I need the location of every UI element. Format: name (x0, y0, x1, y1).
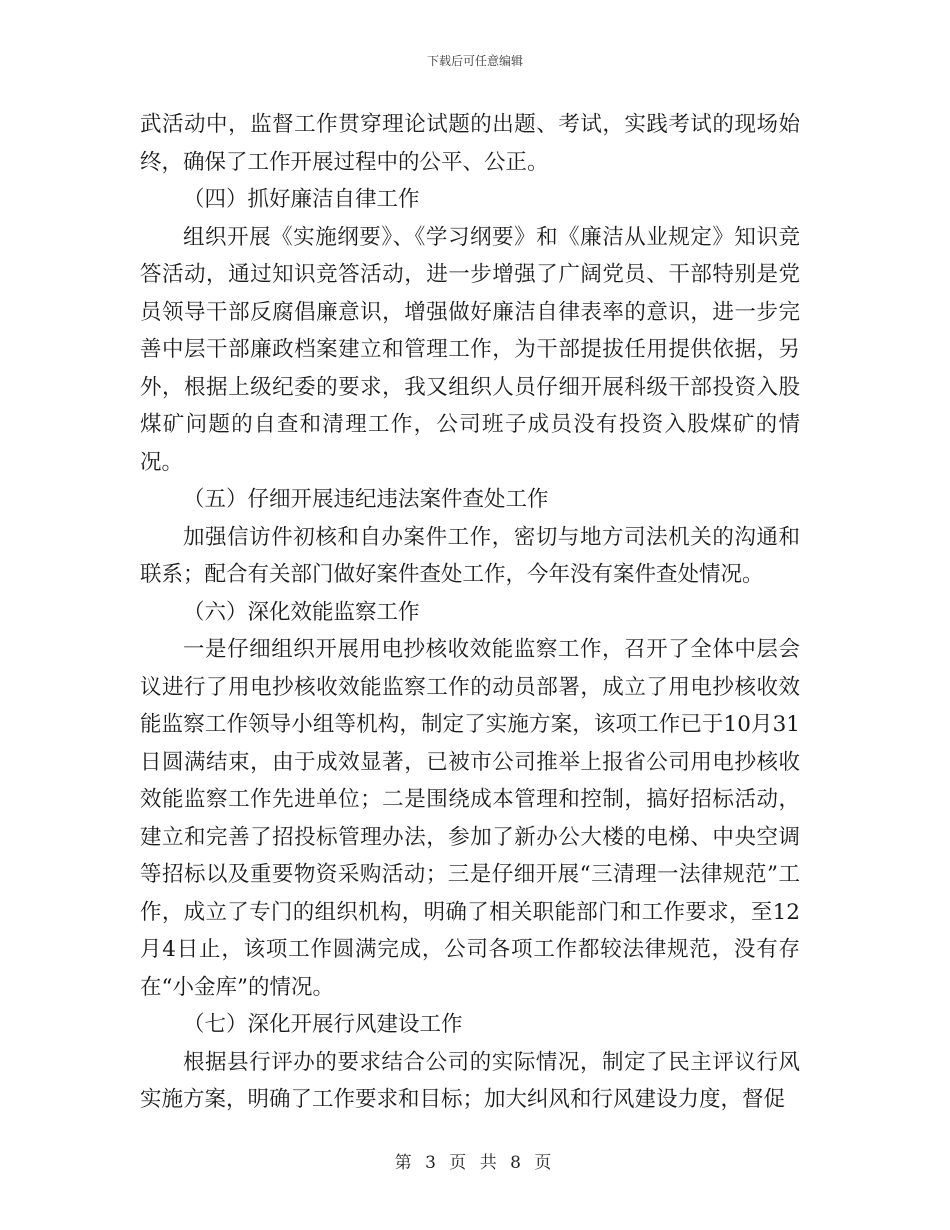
section-heading-4: （四）抓好廉洁自律工作 (183, 187, 420, 212)
paragraph-section-5: 加强信访件初核和自办案件工作，密切与地方司法机关的沟通和联系；配合有关部门做好案件查处工作，今年没有案件查处情况。 (140, 524, 800, 587)
page-header-note: 下载后可任意编辑 (426, 54, 523, 68)
paragraph-section-4: 组织开展《实施纲要》、《学习纲要》和《廉洁从业规定》知识竞答活动，通过知识竞答活动，进一步增强了广阔党员、干部特别是党员领导干部反腐倡廉意识，增强做好廉洁自律表率的意识，进一步完善中层干部廉政档案建立和管理工作，为干部提拔任用提供依据，另外，根据上级纪委的要求，我又组织人员仔细开展科级干部投资入股煤矿问题的自查和清理工作，公司班子成员没有投资入股煤矿的情况。 (140, 224, 800, 475)
section-heading-7: （七）深化开展行风建设工作 (183, 1012, 463, 1037)
document-body (140, 106, 800, 1119)
section-heading-5: （五）仔细开展违纪违法案件查处工作 (183, 487, 549, 512)
page-number-footer: 第 3 页 共 8 页 (394, 1153, 556, 1173)
paragraph-section-7: 根据县行评办的要求结合公司的实际情况，制定了民主评议行风实施方案，明确了工作要求和目标；加大纠风和行风建设力度，督促 (140, 1049, 800, 1112)
section-heading-6: （六）深化效能监察工作 (183, 599, 420, 625)
paragraph-continued: 武活动中，监督工作贯穿理论试题的出题、考试，实践考试的现场始终，确保了工作开展过程中的公平、公正。 (140, 112, 800, 175)
paragraph-section-6: 一是仔细组织开展用电抄核收效能监察工作，召开了全体中层会议进行了用电抄核收效能监察工作的动员部署，成立了用电抄核收效能监察工作领导小组等机构，制定了实施方案，该项工作已于10月31日圆满结束，由于成效显著，已被市公司推举上报省公司用电抄核收效能监察工作先进单位；二是围绕成本管理和控制，搞好招标活动，建立和完善了招投标管理办法，参加了新办公大楼的电梯、中央空调等招标以及重要物资采购活动；三是仔细开展“三清理一法律规范”工作，成立了专门的组织机构，明确了相关职能部门和工作要求，至12月4日止，该项工作圆满完成，公司各项工作都较法律规范，没有存在“小金库”的情况。 (140, 637, 800, 1000)
